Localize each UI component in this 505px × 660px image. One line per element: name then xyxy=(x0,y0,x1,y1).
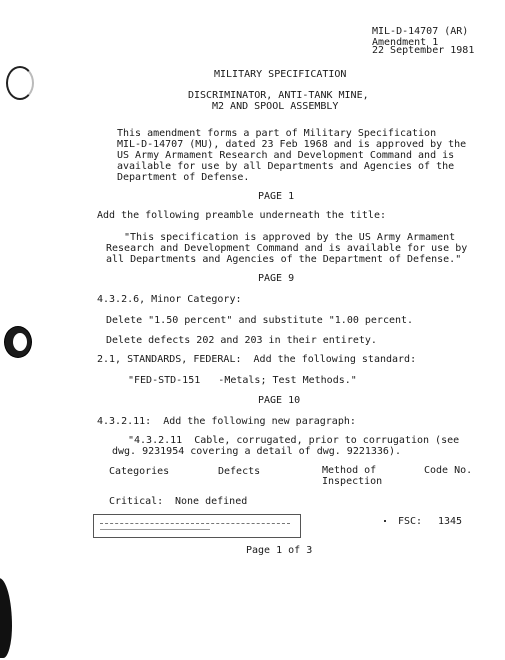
standards-para: 2.1, STANDARDS, FEDERAL: Add the following standard: xyxy=(97,354,417,365)
punch-hole-bottom xyxy=(0,578,12,658)
intro-line: available for use by all Departments and Agencies of the xyxy=(117,161,455,172)
stamp-line xyxy=(100,529,210,530)
new-para-line: dwg. 9231954 covering a detail of dwg. 9221336). xyxy=(112,446,401,457)
column-code-no: Code No. xyxy=(424,465,473,476)
page10-heading: PAGE 10 xyxy=(258,395,301,406)
page10-para: 4.3.2.11: Add the following new paragraph: xyxy=(97,416,356,427)
column-method-line-2: Inspection xyxy=(322,476,383,487)
page9-para: 4.3.2.6, Minor Category: xyxy=(97,294,242,305)
subject-line-2: M2 AND SPOOL ASSEMBLY xyxy=(212,101,339,112)
fsc-stamp-box xyxy=(93,514,301,538)
scan-dot xyxy=(384,520,386,522)
preamble-line: Research and Development Command and is available for use by xyxy=(106,243,468,254)
fsc-value: 1345 xyxy=(438,516,463,527)
page9-heading: PAGE 9 xyxy=(258,273,295,284)
column-defects: Defects xyxy=(218,466,261,477)
preamble-line: all Departments and Agencies of the Department of Defense." xyxy=(106,254,462,265)
fsc-label: FSC: xyxy=(398,516,423,527)
page9-delete-1: Delete "1.50 percent" and substitute "1.00 percent. xyxy=(106,315,414,326)
page1-heading: PAGE 1 xyxy=(258,191,295,202)
intro-line: US Army Armament Research and Development Command and is xyxy=(117,150,455,161)
critical-label: Critical: xyxy=(109,496,164,507)
subject-line-1: DISCRIMINATOR, ANTI-TANK MINE, xyxy=(188,90,369,101)
column-categories: Categories xyxy=(109,466,170,477)
doc-number: MIL-D-14707 (AR) xyxy=(372,26,469,37)
intro-line: Department of Defense. xyxy=(117,172,250,183)
punch-hole-top xyxy=(6,66,34,100)
standard-item: "FED-STD-151 -Metals; Test Methods." xyxy=(128,375,357,386)
page-number: Page 1 of 3 xyxy=(246,545,313,556)
stamp-line xyxy=(100,523,290,524)
preamble-line: "This specification is approved by the US Army Armament xyxy=(124,232,456,243)
amendment-number: Amendment 1 xyxy=(372,37,439,48)
punch-hole-middle xyxy=(4,326,32,358)
document-heading: MILITARY SPECIFICATION xyxy=(214,69,347,80)
new-para-line: "4.3.2.11 Cable, corrugated, prior to corrugation (see xyxy=(128,435,460,446)
column-method-line-1: Method of xyxy=(322,465,377,476)
intro-line: MIL-D-14707 (MU), dated 23 Feb 1968 and is approved by the xyxy=(117,139,467,150)
amendment-date: 22 September 1981 xyxy=(372,45,475,56)
page1-instruction: Add the following preamble underneath the title: xyxy=(97,210,386,221)
critical-value: None defined xyxy=(175,496,248,507)
intro-line: This amendment forms a part of Military Specification xyxy=(117,128,437,139)
page9-delete-2: Delete defects 202 and 203 in their entirety. xyxy=(106,335,377,346)
